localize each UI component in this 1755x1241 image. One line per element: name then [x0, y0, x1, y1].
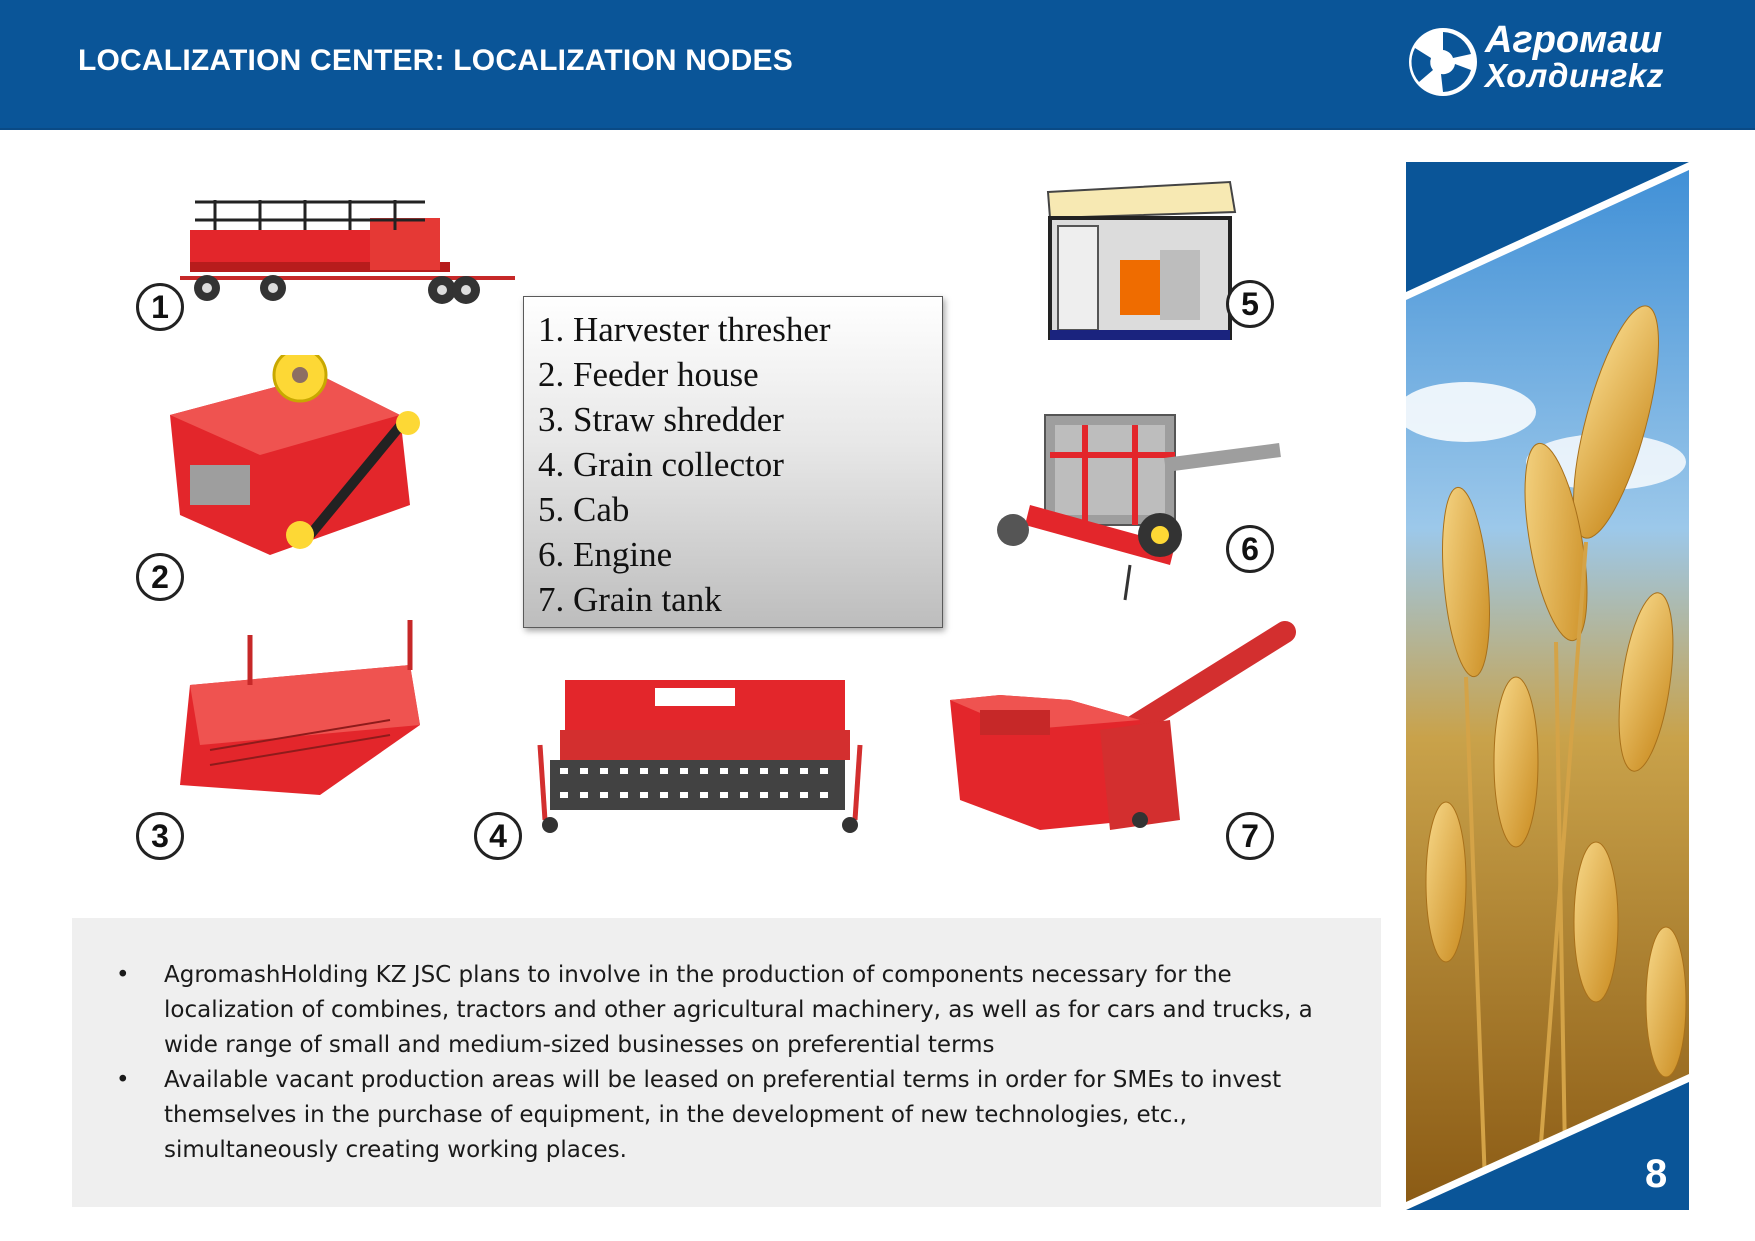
engine-illustration — [995, 395, 1290, 610]
page-number: 8 — [1645, 1152, 1668, 1196]
harvester-thresher-illustration — [170, 190, 520, 310]
node-3-straw-shredder — [170, 615, 435, 805]
bullet-item — [72, 958, 1331, 1063]
legend-item: 1. Harvester thresher — [538, 310, 831, 349]
page-title: LOCALIZATION CENTER: LOCALIZATION NODES — [78, 44, 793, 77]
wheat-banner-image — [1406, 162, 1689, 1210]
legend-item: 7. Grain tank — [538, 580, 722, 619]
legend-item: 6. Engine — [538, 535, 673, 574]
logo-swirl-icon — [1405, 24, 1481, 100]
logo-line-2: Холдингkz — [1485, 57, 1664, 94]
header-bar — [0, 0, 1755, 130]
node-number-6: 6 — [1226, 525, 1274, 573]
grain-collector-illustration — [530, 670, 870, 840]
legend-item: 3. Straw shredder — [538, 400, 784, 439]
node-number-4: 4 — [474, 812, 522, 860]
straw-shredder-illustration — [170, 615, 435, 805]
legend-item: 4. Grain collector — [538, 445, 784, 484]
bullet-text: Available vacant production areas will be leased on preferential terms in order for SMEs to invest themselves in the purchase of equipment, in the development of new technologies, etc., simultaneously creating working places. — [164, 1067, 1282, 1163]
bullet-text: AgromashHolding KZ JSC plans to involve in the production of components necessary for the localization of combines, tractors and other agricultural machinery, as well as for cars and trucks, a wide range of small and medium-sized businesses on preferential terms — [164, 962, 1313, 1058]
nodes-legend-list — [524, 297, 942, 622]
node-number-1: 1 — [136, 283, 184, 331]
bullet-item — [72, 1063, 1331, 1168]
bullet-symbol: • — [116, 962, 130, 988]
cab-illustration — [1040, 180, 1240, 360]
company-logo — [1405, 20, 1695, 102]
feeder-house-illustration — [160, 355, 440, 570]
node-5-cab — [1040, 180, 1240, 360]
wheat-banner-illustration — [1406, 162, 1689, 1210]
node-number-5: 5 — [1226, 280, 1274, 328]
legend-item: 2. Feeder house — [538, 355, 759, 394]
node-number-7: 7 — [1226, 812, 1274, 860]
node-1-harvester-thresher — [170, 190, 520, 310]
node-6-engine — [995, 395, 1290, 610]
nodes-legend-box — [523, 296, 943, 628]
description-bullets — [72, 918, 1381, 1168]
node-number-3: 3 — [136, 812, 184, 860]
logo-text — [1485, 19, 1664, 94]
node-number-2: 2 — [136, 553, 184, 601]
node-2-feeder-house — [160, 355, 440, 570]
logo-line-1: Агромаш — [1485, 19, 1663, 61]
node-4-grain-collector — [530, 670, 870, 840]
bullet-symbol: • — [116, 1067, 130, 1093]
description-panel — [72, 918, 1381, 1207]
legend-item: 5. Cab — [538, 490, 630, 529]
